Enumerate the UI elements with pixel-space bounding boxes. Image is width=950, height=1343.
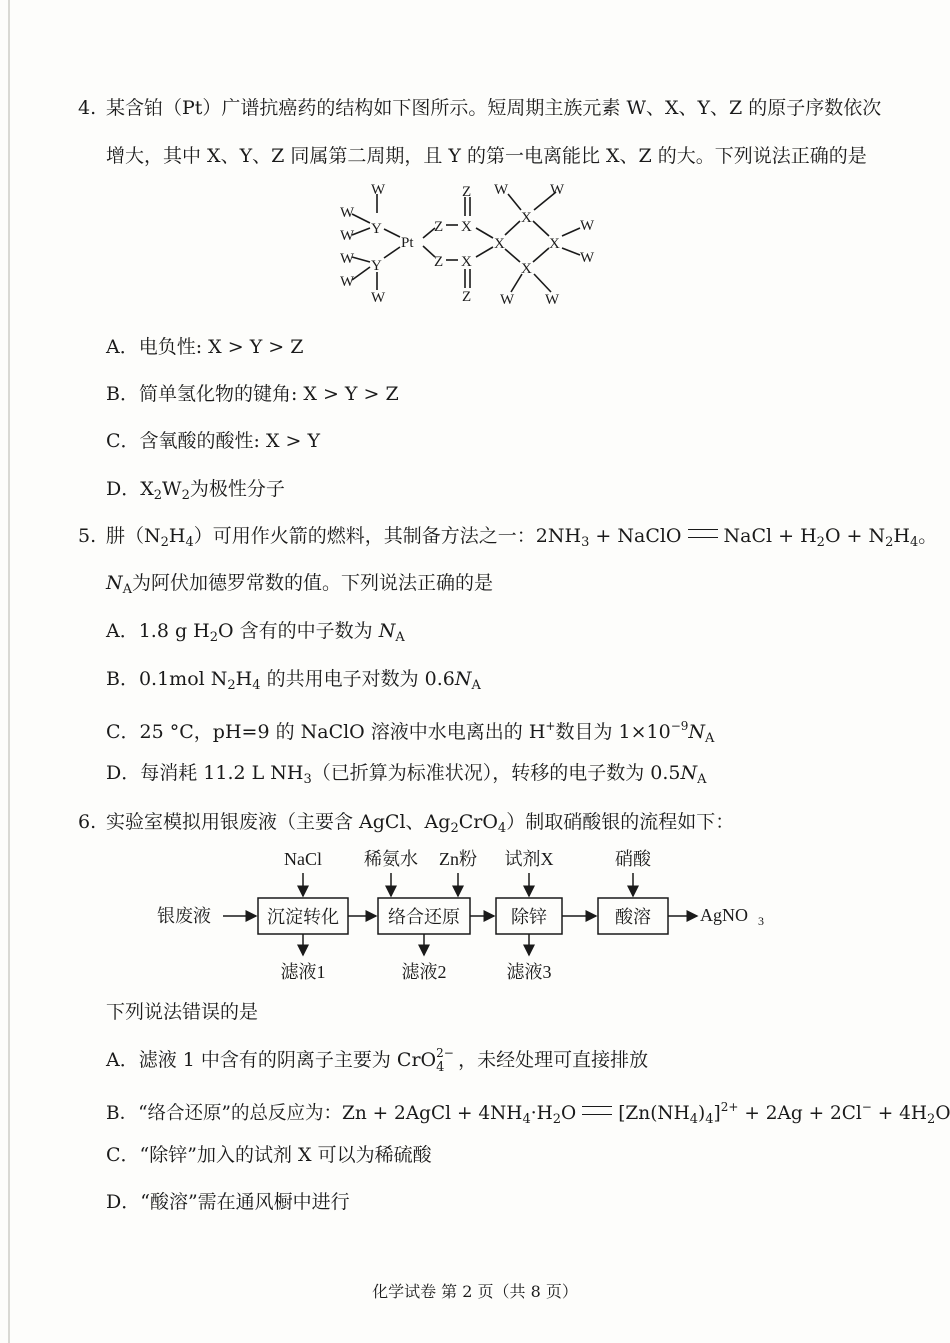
- atom-label: X: [494, 236, 505, 252]
- q6-option-c[interactable]: C．“除锌”加入的试剂 X 可以为稀硫酸: [106, 1144, 432, 1166]
- atom-label: Y: [371, 258, 382, 274]
- q5-option-a[interactable]: A．1.8 g $H_2O$ 含有的中子数为 $N_A$: [106, 620, 405, 645]
- q5-option-b[interactable]: B．0.1mol $N_2H_4$ 的共用电子对数为 $0.6N_A$: [106, 668, 481, 693]
- equals-sign: [582, 1106, 612, 1115]
- atom-label: Z: [462, 289, 472, 305]
- atom-label: Z: [434, 254, 444, 270]
- flow-input: 硝酸: [615, 849, 651, 869]
- flow-filtrate: 滤液2: [401, 962, 447, 982]
- flow-input: 试剂X: [504, 849, 554, 869]
- page-edge: [8, 0, 10, 1343]
- atom-label: W: [550, 182, 565, 198]
- atom-label: W: [545, 292, 560, 305]
- q6-option-b[interactable]: B．“络合还原”的总反应为：Zn + 2AgCl + $4NH_4\cdot H_2O$ $[Zn(NH_4)_4]^{2+} + 2Ag + 2Cl^- + 4H_2O$: [106, 1100, 950, 1127]
- atom-label: Z: [462, 184, 472, 200]
- q4-option-a[interactable]: A．电负性: X > Y > Z: [106, 336, 304, 358]
- pt-complex-structure: [330, 180, 630, 305]
- flow-step: 沉淀转化: [267, 907, 339, 927]
- q5-option-d[interactable]: D．每消耗 11.2 L $NH_3$（已折算为标准状况），转移的电子数为 $0.5N_A$: [106, 762, 707, 787]
- q6-option-d[interactable]: D．“酸溶”需在通风橱中进行: [106, 1191, 350, 1213]
- flow-input: NaCl: [284, 849, 322, 869]
- atom-label: X: [549, 236, 560, 252]
- flow-step: 酸溶: [615, 907, 651, 927]
- q6-number: 6.: [78, 811, 97, 833]
- atom-label: W: [494, 182, 509, 198]
- q5-stem-line1: 肼$(N_2H_4)$可用作火箭的燃料，其制备方法之一：$2NH_3$ + NaClO NaCl + $H_2O + N_2H_4$。: [106, 525, 938, 550]
- atom-label: W: [340, 251, 355, 267]
- flow-step: 除锌: [511, 907, 547, 927]
- flow-product-subscript: 3: [758, 914, 764, 928]
- atom-label: Y: [371, 221, 382, 237]
- flow-filtrate: 滤液3: [506, 962, 552, 982]
- atom-label: W: [580, 250, 595, 266]
- q5-stem-line2: $N_A$为阿伏加德罗常数的值。下列说法正确的是: [106, 572, 494, 597]
- atom-label: X: [461, 219, 472, 235]
- flow-product: AgNO: [700, 905, 748, 925]
- flow-start: 银废液: [157, 906, 211, 926]
- atom-label: W: [340, 228, 355, 244]
- atom-label: W: [500, 292, 515, 305]
- atom-label: X: [461, 254, 472, 270]
- q4-number: 4.: [78, 97, 97, 119]
- flow-input: Zn粉: [439, 849, 477, 869]
- atom-label: X: [521, 210, 532, 226]
- q6-intro: 下列说法错误的是: [106, 1001, 259, 1023]
- flow-filtrate: 滤液1: [280, 962, 326, 982]
- q5-number: 5.: [78, 525, 97, 547]
- atom-label: W: [371, 182, 386, 198]
- q6-stem-line1: 实验室模拟用银废液（主要含 AgCl、$Ag_2CrO_4$）制取硝酸银的流程如下：: [106, 811, 735, 836]
- page-footer: 化学试卷 第 2 页（共 8 页）: [372, 1282, 578, 1301]
- atom-label: W: [340, 205, 355, 221]
- atom-label: W: [580, 218, 595, 234]
- process-flowchart: [155, 843, 795, 983]
- q4-option-d[interactable]: D．$X_2W_2$为极性分子: [106, 478, 285, 503]
- q5-option-c[interactable]: C．25 °C，pH=9 的 NaClO 溶液中水电离出的 H+数目为 $1\times 10^{-9}N_A$: [106, 719, 715, 746]
- atom-label: W: [371, 290, 386, 305]
- atom-label: Z: [434, 219, 444, 235]
- atom-label: X: [521, 261, 532, 277]
- q4-option-b[interactable]: B．简单氢化物的键角: X > Y > Z: [106, 383, 399, 405]
- q6-option-a[interactable]: A．滤液 1 中含有的阴离子主要为 CrO 2− 4 ，未经处理可直接排放: [106, 1046, 649, 1075]
- q4-stem-line1: 某含铂（Pt）广谱抗癌药的结构如下图所示。短周期主族元素 W、X、Y、Z 的原子序数依次: [106, 97, 882, 119]
- equals-sign: [688, 529, 718, 538]
- atom-label: W: [340, 274, 355, 290]
- atom-label: Pt: [401, 235, 414, 251]
- q4-stem-line2: 增大，其中 X、Y、Z 同属第二周期，且 Y 的第一电离能比 X、Z 的大。下列说法正确的是: [106, 145, 867, 167]
- flow-step: 络合还原: [388, 907, 460, 927]
- flow-input: 稀氨水: [364, 849, 418, 869]
- q4-option-c[interactable]: C．含氧酸的酸性: X > Y: [106, 430, 321, 452]
